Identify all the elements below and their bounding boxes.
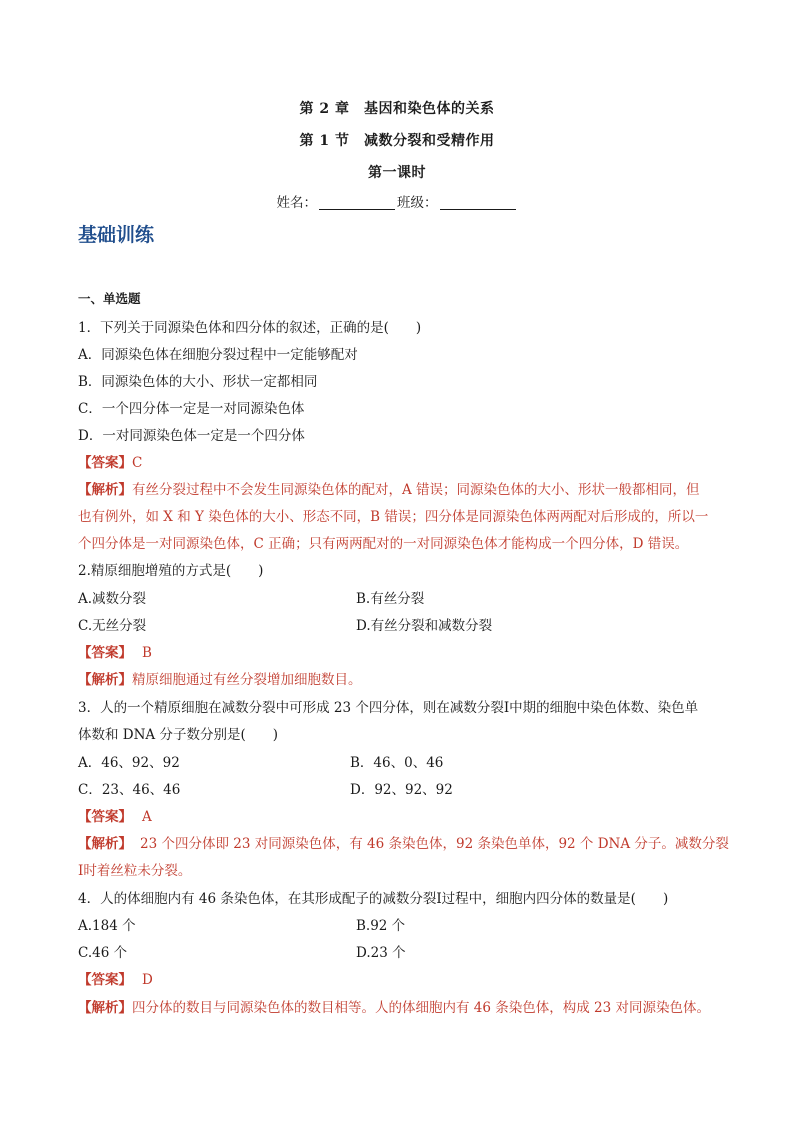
option: A．46、92、92 <box>78 755 180 771</box>
analysis-text: Ⅰ时着丝粒未分裂。 <box>78 863 192 879</box>
answer-tag: 【答案】 <box>78 455 132 471</box>
student-info-line <box>0 191 794 211</box>
name-label: 姓名： <box>276 195 317 211</box>
option: C.无丝分裂 <box>78 618 147 634</box>
question-stem: 3．人的一个精原细胞在减数分裂中可形成 23 个四分体，则在减数分裂Ⅰ中期的细胞中染色体数、染色单 <box>78 700 699 716</box>
section-heading: 第 1 节 减数分裂和受精作用 <box>299 133 495 149</box>
analysis-text: 23 个四分体即 23 对同源染色体，有 46 条染色体，92 条染色单体，92 个 DNA 分子。减数分裂 <box>140 836 729 852</box>
class-label: 班级： <box>397 195 438 211</box>
answer-value: A <box>142 809 152 825</box>
answer-line <box>78 641 152 661</box>
option: C．一个四分体一定是一对同源染色体 <box>78 401 305 417</box>
analysis-text: 个四分体是一对同源染色体，C 正确；只有两两配对的一对同源染色体才能构成一个四分体，D 错误。 <box>78 536 689 552</box>
option: B.有丝分裂 <box>356 591 425 607</box>
answer-line <box>78 451 142 471</box>
analysis-text: 有丝分裂过程中不会发生同源染色体的配对，A 错误；同源染色体的大小、形状一般都相同，但 <box>132 482 700 498</box>
option: D．一对同源染色体一定是一个四分体 <box>78 428 305 444</box>
analysis-text: 四分体的数目与同源染色体的数目相等。人的体细胞内有 46 条染色体，构成 23 对同源染色体。 <box>132 1000 711 1016</box>
answer-value: B <box>142 645 152 661</box>
question-type-heading: 一、单选题 <box>78 291 141 306</box>
question-stem: 4．人的体细胞内有 46 条染色体，在其形成配子的减数分裂Ⅰ过程中，细胞内四分体的数量是( ) <box>78 891 669 907</box>
option: B．同源染色体的大小、形状一定都相同 <box>78 374 318 390</box>
answer-value: D <box>142 972 153 988</box>
question-stem: 体数和 DNA 分子数分别是( ) <box>78 727 279 743</box>
analysis-tag: 【解析】 <box>78 672 132 688</box>
question-stem: 2.精原细胞增殖的方式是( ) <box>78 563 264 579</box>
option: D.有丝分裂和减数分裂 <box>356 618 493 634</box>
option: C．23、46、46 <box>78 782 181 798</box>
question-stem: 1．下列关于同源染色体和四分体的叙述，正确的是( ) <box>78 320 422 336</box>
option: C.46 个 <box>78 945 128 961</box>
option: A.减数分裂 <box>78 591 147 607</box>
chapter-title: 第 2 章 基因和染色体的关系 <box>299 101 495 117</box>
class-field[interactable] <box>440 196 516 210</box>
analysis-tag: 【解析】 <box>78 1000 132 1016</box>
answer-tag: 【答案】 <box>78 645 132 661</box>
option: A.184 个 <box>78 918 136 934</box>
analysis-line <box>78 996 710 1016</box>
option: B.92 个 <box>356 918 406 934</box>
analysis-tag: 【解析】 <box>78 836 132 852</box>
answer-line <box>78 968 153 988</box>
lesson-heading: 第一课时 <box>368 165 426 181</box>
analysis-line <box>78 668 362 688</box>
option: B．46、0、46 <box>350 755 444 771</box>
answer-tag: 【答案】 <box>78 809 132 825</box>
section-title: 基础训练 <box>78 224 155 246</box>
answer-line <box>78 805 152 825</box>
option: A．同源染色体在细胞分裂过程中一定能够配对 <box>78 347 358 363</box>
analysis-tag: 【解析】 <box>78 482 132 498</box>
option: D.23 个 <box>356 945 406 961</box>
option: D．92、92、92 <box>350 782 453 798</box>
answer-value: C <box>132 455 143 471</box>
analysis-line <box>78 832 729 852</box>
analysis-line <box>78 478 700 498</box>
analysis-text: 精原细胞通过有丝分裂增加细胞数目。 <box>132 672 362 688</box>
analysis-text: 也有例外，如 X 和 Y 染色体的大小、形态不同，B 错误；四分体是同源染色体两两配对后形成的，所以一 <box>78 509 709 525</box>
answer-tag: 【答案】 <box>78 972 132 988</box>
name-field[interactable] <box>319 196 395 210</box>
